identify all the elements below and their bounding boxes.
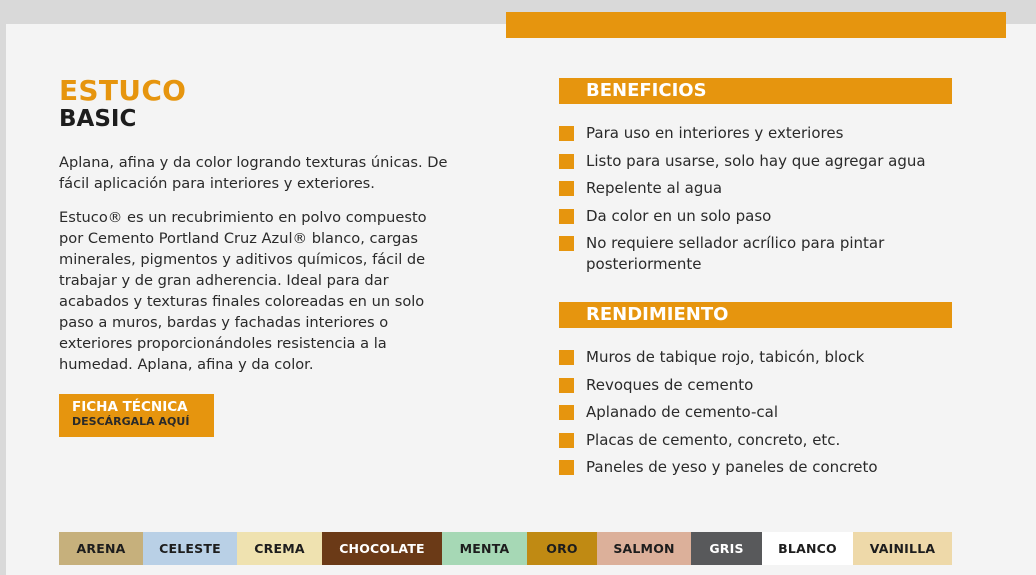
product-subtitle: BASIC: [59, 106, 137, 132]
swatch-blanco[interactable]: BLANCO: [762, 532, 853, 565]
swatch-vainilla[interactable]: VAINILLA: [853, 532, 952, 565]
swatch-arena[interactable]: ARENA: [59, 532, 143, 565]
swatch-celeste[interactable]: CELESTE: [143, 532, 237, 565]
color-swatch-bar: [59, 532, 952, 565]
square-bullet-icon: [559, 350, 574, 365]
square-bullet-icon: [559, 405, 574, 420]
description-paragraph: Estuco® es un recubrimiento en polvo compuesto por Cemento Portland Cruz Azul® blanco, cargas minerales, pigmentos y aditivos químicos, fácil de trabajar y de gran adherencia. Ideal para dar acabados y texturas finales coloreadas en un solo paso a muros, bardas y fachadas interiores o exteriores proporcionándoles resistencia a la humedad. Aplana, afina y da color.: [59, 209, 427, 373]
list-item: Revoques de cemento: [559, 375, 959, 396]
swatch-menta[interactable]: MENTA: [442, 532, 527, 565]
list-item: No requiere sellador acrílico para pintar posteriormente: [559, 233, 959, 275]
square-bullet-icon: [559, 378, 574, 393]
swatch-gris[interactable]: GRIS: [691, 532, 762, 565]
square-bullet-icon: [559, 433, 574, 448]
swatch-salmon[interactable]: SALMON: [597, 532, 691, 565]
swatch-chocolate[interactable]: CHOCOLATE: [322, 532, 442, 565]
square-bullet-icon: [559, 181, 574, 196]
intro-paragraph: Aplana, afina y da color logrando texturas únicas. De fácil aplicación para interiores y exteriores.: [59, 154, 448, 192]
list-item: Repelente al agua: [559, 178, 959, 199]
list-item: Muros de tabique rojo, tabicón, block: [559, 347, 959, 368]
rendimiento-heading: RENDIMIENTO: [559, 302, 952, 328]
swatch-crema[interactable]: CREMA: [237, 532, 322, 565]
list-item: Da color en un solo paso: [559, 206, 959, 227]
ficha-tecnica-button[interactable]: [59, 394, 214, 437]
square-bullet-icon: [559, 460, 574, 475]
list-item: Paneles de yeso y paneles de concreto: [559, 457, 959, 478]
square-bullet-icon: [559, 209, 574, 224]
square-bullet-icon: [559, 154, 574, 169]
swatch-oro[interactable]: ORO: [527, 532, 597, 565]
list-item: Placas de cemento, concreto, etc.: [559, 430, 959, 451]
top-accent-bar: [506, 12, 1006, 38]
square-bullet-icon: [559, 236, 574, 251]
ficha-tecnica-label: FICHA TÉCNICA: [72, 399, 188, 415]
ficha-download-label: DESCÁRGALA AQUÍ: [72, 415, 190, 428]
beneficios-list: [559, 123, 959, 282]
list-item: Para uso en interiores y exteriores: [559, 123, 959, 144]
product-title: ESTUCO: [59, 74, 187, 107]
square-bullet-icon: [559, 126, 574, 141]
list-item: Aplanado de cemento-cal: [559, 402, 959, 423]
rendimiento-list: [559, 347, 959, 485]
list-item: Listo para usarse, solo hay que agregar agua: [559, 151, 959, 172]
beneficios-heading: BENEFICIOS: [559, 78, 952, 104]
